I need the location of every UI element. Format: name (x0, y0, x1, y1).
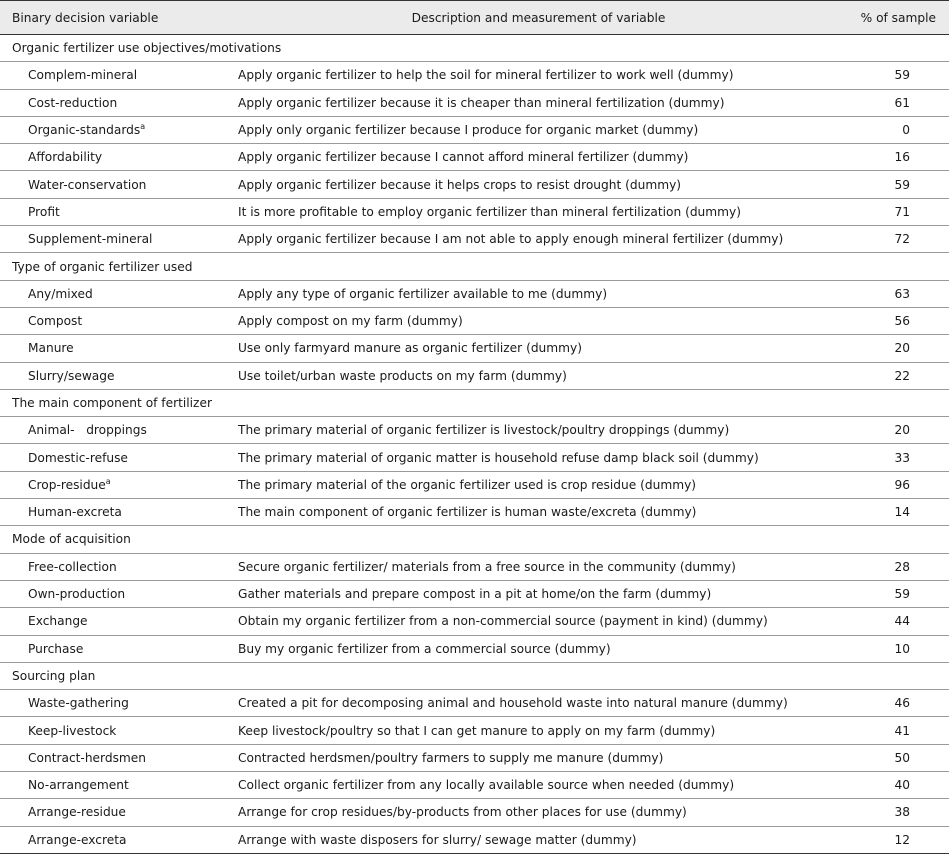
variable-name-cell (0, 553, 238, 580)
variable-name-cell (0, 799, 238, 826)
header-percent: % of sample (839, 1, 949, 35)
variable-name-cell (0, 635, 238, 662)
variable-name-cell (0, 417, 238, 444)
variable-name-cell (0, 171, 238, 198)
sample-percent: 0 (839, 116, 949, 143)
sample-percent: 20 (839, 335, 949, 362)
group-row (0, 253, 949, 280)
variable-name-cell (0, 307, 238, 334)
header-variable: Binary decision variable (0, 1, 238, 35)
sample-percent: 14 (839, 499, 949, 526)
group-row (0, 35, 949, 62)
variable-name-cell (0, 144, 238, 171)
table-row (0, 772, 949, 799)
sample-percent: 41 (839, 717, 949, 744)
variable-description: It is more profitable to employ organic fertilizer than mineral fertilization (dummy) (238, 198, 839, 225)
variable-name: Water-conservation (28, 177, 147, 192)
sample-percent: 46 (839, 690, 949, 717)
variable-name: Profit (28, 204, 60, 219)
variable-name-cell (0, 89, 238, 116)
table-row (0, 444, 949, 471)
table-row (0, 362, 949, 389)
variable-name: Manure (28, 341, 74, 356)
table-row (0, 471, 949, 498)
variable-description: The primary material of organic fertilizer is livestock/poultry droppings (dummy) (238, 417, 839, 444)
table-row (0, 799, 949, 826)
variable-name: Exchange (28, 614, 88, 629)
variable-name: Any/mixed (28, 286, 93, 301)
variable-description: Obtain my organic fertilizer from a non-commercial source (payment in kind) (dummy) (238, 608, 839, 635)
variable-description: Apply organic fertilizer because I cannot afford mineral fertilizer (dummy) (238, 144, 839, 171)
variable-description: Keep livestock/poultry so that I can get manure to apply on my farm (dummy) (238, 717, 839, 744)
group-title: Type of organic fertilizer used (0, 253, 949, 280)
sample-percent: 72 (839, 226, 949, 253)
variable-description: Use only farmyard manure as organic fertilizer (dummy) (238, 335, 839, 362)
sample-percent: 56 (839, 307, 949, 334)
variable-description: Secure organic fertilizer/ materials from a free source in the community (dummy) (238, 553, 839, 580)
variable-description: Use toilet/urban waste products on my farm (dummy) (238, 362, 839, 389)
sample-percent: 44 (839, 608, 949, 635)
variable-description: Collect organic fertilizer from any locally available source when needed (dummy) (238, 772, 839, 799)
variable-description: Arrange with waste disposers for slurry/ sewage matter (dummy) (238, 826, 839, 853)
variable-name: Organic-standards (28, 123, 141, 138)
variable-name: Free-collection (28, 559, 117, 574)
sample-percent: 40 (839, 772, 949, 799)
sample-percent: 12 (839, 826, 949, 853)
variable-description: The primary material of organic matter is household refuse damp black soil (dummy) (238, 444, 839, 471)
table-row (0, 690, 949, 717)
sample-percent: 63 (839, 280, 949, 307)
table-row (0, 417, 949, 444)
variable-name: Own-production (28, 587, 126, 602)
sample-percent: 59 (839, 62, 949, 89)
table-row (0, 62, 949, 89)
variable-name: Cost-reduction (28, 95, 118, 110)
variable-name: Domestic-refuse (28, 450, 128, 465)
variable-name-cell (0, 744, 238, 771)
variable-description: Contracted herdsmen/poultry farmers to supply me manure (dummy) (238, 744, 839, 771)
variable-name-cell (0, 690, 238, 717)
sample-percent: 38 (839, 799, 949, 826)
variable-name: Complem-mineral (28, 68, 138, 83)
variable-name: Arrange-residue (28, 805, 126, 820)
variable-description: Apply any type of organic fertilizer available to me (dummy) (238, 280, 839, 307)
variable-name: Supplement-mineral (28, 232, 153, 247)
table-row (0, 144, 949, 171)
variable-name: Affordability (28, 150, 103, 165)
variable-name: Contract-herdsmen (28, 750, 147, 765)
variable-description: Gather materials and prepare compost in a pit at home/on the farm (dummy) (238, 580, 839, 607)
sample-percent: 33 (839, 444, 949, 471)
sample-percent: 59 (839, 171, 949, 198)
variable-name-cell (0, 362, 238, 389)
group-title: Organic fertilizer use objectives/motivations (0, 35, 949, 62)
sample-percent: 59 (839, 580, 949, 607)
footnote-marker: a (105, 476, 111, 486)
group-title: Sourcing plan (0, 662, 949, 689)
group-row (0, 662, 949, 689)
table-row (0, 744, 949, 771)
table-row (0, 335, 949, 362)
sample-percent: 22 (839, 362, 949, 389)
sample-percent: 71 (839, 198, 949, 225)
table-body (0, 35, 949, 854)
table-row (0, 280, 949, 307)
table-header (0, 1, 949, 35)
table-row (0, 826, 949, 853)
table-row (0, 89, 949, 116)
variable-name: Waste-gathering (28, 696, 129, 711)
sample-percent: 10 (839, 635, 949, 662)
sample-percent: 96 (839, 471, 949, 498)
variable-description: Apply compost on my farm (dummy) (238, 307, 839, 334)
header-description: Description and measurement of variable (238, 1, 839, 35)
table-row (0, 608, 949, 635)
table-row (0, 198, 949, 225)
variable-name: Purchase (28, 641, 84, 656)
variable-name-cell (0, 499, 238, 526)
variable-name: Arrange-excreta (28, 832, 127, 847)
table-row (0, 307, 949, 334)
table-row (0, 580, 949, 607)
variable-description: Apply only organic fertilizer because I produce for organic market (dummy) (238, 116, 839, 143)
table-row (0, 717, 949, 744)
variable-name: Keep-livestock (28, 723, 117, 738)
group-row (0, 526, 949, 553)
variable-name: Animal- droppings (28, 423, 147, 438)
variable-name-cell (0, 116, 238, 143)
variable-name-cell (0, 471, 238, 498)
variable-description: Apply organic fertilizer to help the soil for mineral fertilizer to work well (dummy) (238, 62, 839, 89)
header-row (0, 1, 949, 35)
group-title: Mode of acquisition (0, 526, 949, 553)
variable-name: Slurry/sewage (28, 368, 115, 383)
variable-description: The primary material of the organic fertilizer used is crop residue (dummy) (238, 471, 839, 498)
variable-description: Apply organic fertilizer because I am not able to apply enough mineral fertilizer (dummy) (238, 226, 839, 253)
variable-name-cell (0, 826, 238, 853)
variable-name-cell (0, 226, 238, 253)
variable-name-cell (0, 608, 238, 635)
table-row (0, 171, 949, 198)
footnote-marker: a (140, 122, 146, 132)
variable-name-cell (0, 717, 238, 744)
variable-name-cell (0, 772, 238, 799)
variable-description: Arrange for crop residues/by-products from other places for use (dummy) (238, 799, 839, 826)
variable-description: Apply organic fertilizer because it is cheaper than mineral fertilization (dummy) (238, 89, 839, 116)
table-row (0, 499, 949, 526)
variable-description: Apply organic fertilizer because it helps crops to resist drought (dummy) (238, 171, 839, 198)
variable-description: The main component of organic fertilizer is human waste/excreta (dummy) (238, 499, 839, 526)
variable-name: Human-excreta (28, 505, 122, 520)
variable-name-cell (0, 280, 238, 307)
sample-percent: 50 (839, 744, 949, 771)
variable-name: Crop-residue (28, 477, 106, 492)
variable-name-cell (0, 198, 238, 225)
sample-percent: 16 (839, 144, 949, 171)
variable-name: No-arrangement (28, 778, 129, 793)
group-row (0, 389, 949, 416)
variable-description: Created a pit for decomposing animal and household waste into natural manure (dummy) (238, 690, 839, 717)
table-row (0, 635, 949, 662)
variable-name-cell (0, 335, 238, 362)
variable-name-cell (0, 62, 238, 89)
table-row (0, 226, 949, 253)
variable-name-cell (0, 580, 238, 607)
variable-name: Compost (28, 314, 83, 329)
sample-percent: 61 (839, 89, 949, 116)
table-row (0, 553, 949, 580)
sample-percent: 20 (839, 417, 949, 444)
group-title: The main component of fertilizer (0, 389, 949, 416)
table-row (0, 116, 949, 143)
variable-description: Buy my organic fertilizer from a commercial source (dummy) (238, 635, 839, 662)
sample-percent: 28 (839, 553, 949, 580)
variable-name-cell (0, 444, 238, 471)
